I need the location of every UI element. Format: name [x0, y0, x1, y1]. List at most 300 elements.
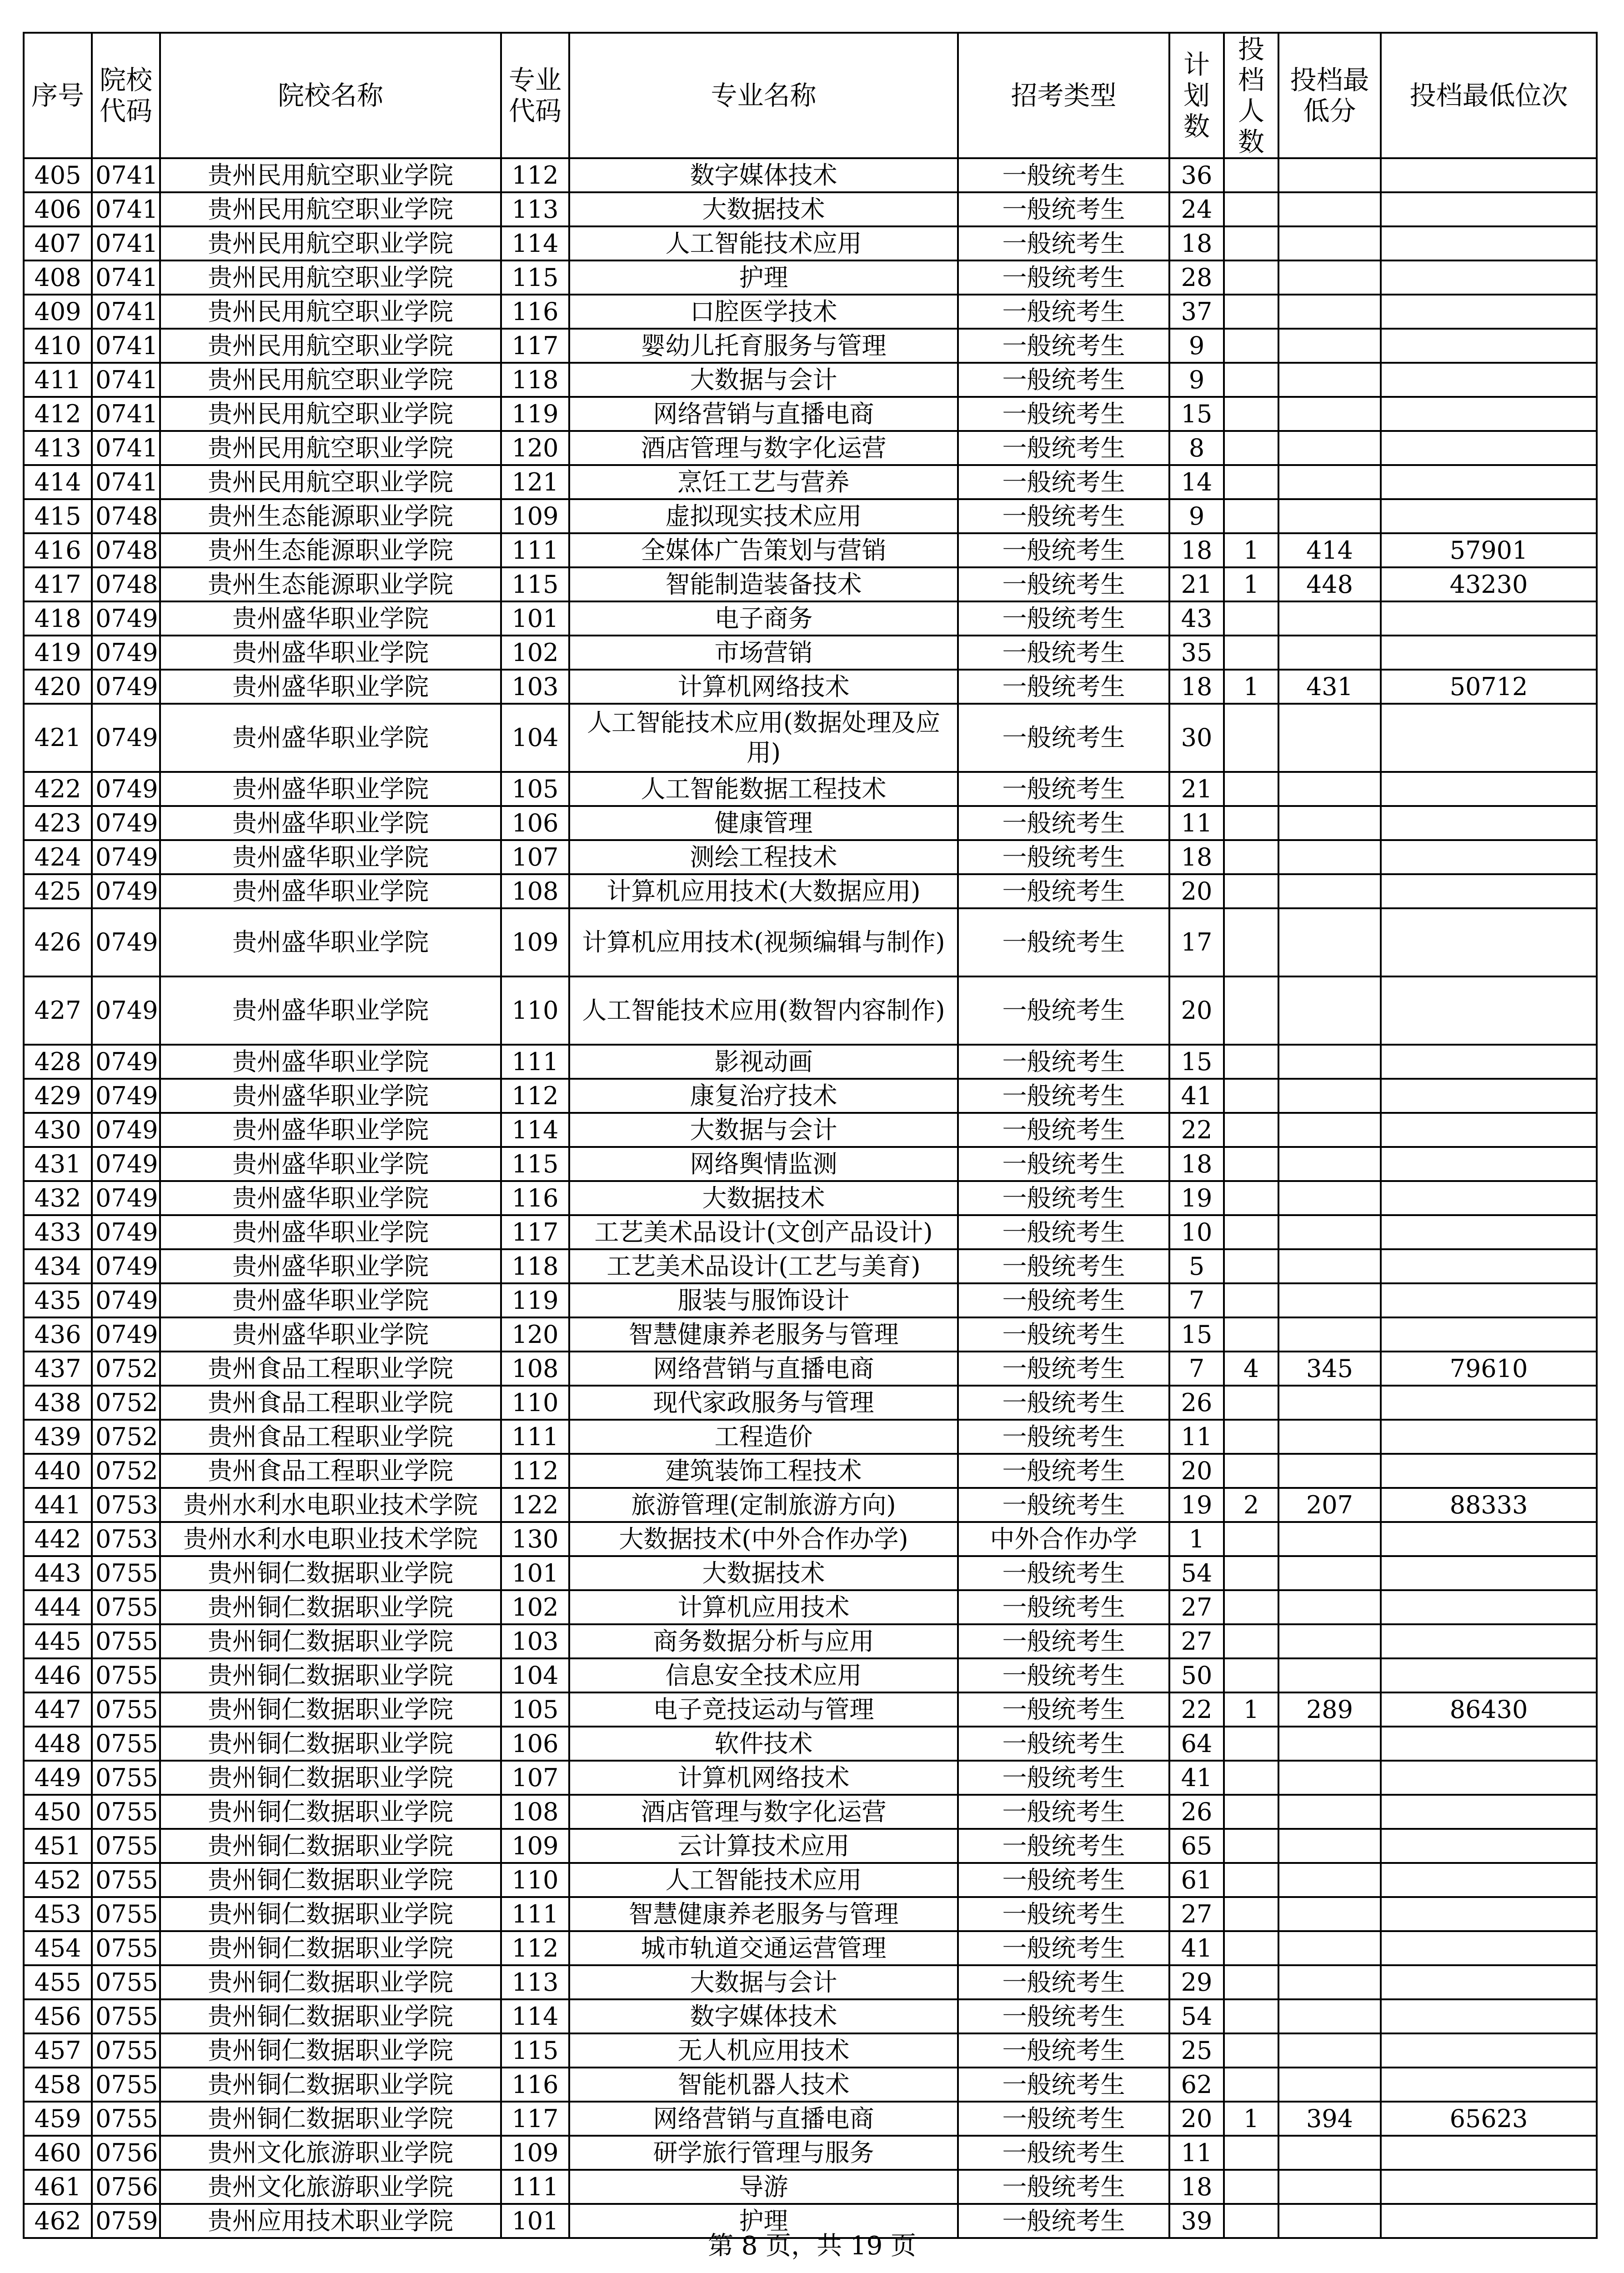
table-row	[24, 1727, 1597, 1761]
cell-exam-type: 一般统考生	[958, 976, 1169, 1045]
cell-min-rank	[1381, 158, 1597, 192]
cell-school-name: 贵州盛华职业学院	[160, 908, 501, 976]
cell-school-name: 贵州民用航空职业学院	[160, 158, 501, 192]
cell-plan-count: 54	[1169, 1556, 1224, 1590]
cell-min-rank	[1381, 1113, 1597, 1147]
cell-min-rank	[1381, 840, 1597, 874]
cell-min-score	[1278, 158, 1381, 192]
cell-plan-count: 18	[1169, 533, 1224, 567]
cell-school-code: 0752	[92, 1420, 160, 1454]
table-row	[24, 192, 1597, 226]
cell-min-score	[1278, 1999, 1381, 2033]
cell-index: 438	[24, 1386, 92, 1420]
cell-plan-count: 20	[1169, 874, 1224, 908]
cell-min-score	[1278, 1556, 1381, 1590]
cell-plan-count: 14	[1169, 465, 1224, 499]
cell-exam-type: 一般统考生	[958, 1692, 1169, 1727]
cell-min-score	[1278, 1113, 1381, 1147]
cell-index: 425	[24, 874, 92, 908]
cell-plan-count: 39	[1169, 2204, 1224, 2238]
table-row	[24, 158, 1597, 192]
cell-school-code: 0749	[92, 1147, 160, 1181]
cell-major-name: 服装与服饰设计	[569, 1283, 958, 1317]
cell-major-code: 109	[501, 499, 569, 533]
cell-plan-count: 64	[1169, 1727, 1224, 1761]
table-row	[24, 601, 1597, 636]
cell-school-code: 0749	[92, 806, 160, 840]
cell-min-score	[1278, 1761, 1381, 1795]
cell-admit-count	[1224, 1386, 1278, 1420]
cell-index: 413	[24, 431, 92, 465]
cell-plan-count: 41	[1169, 1931, 1224, 1965]
cell-major-name: 计算机应用技术(大数据应用)	[569, 874, 958, 908]
table-row	[24, 840, 1597, 874]
cell-school-name: 贵州铜仁数据职业学院	[160, 1829, 501, 1863]
cell-exam-type: 一般统考生	[958, 1999, 1169, 2033]
cell-exam-type: 一般统考生	[958, 158, 1169, 192]
cell-major-code: 120	[501, 431, 569, 465]
cell-admit-count	[1224, 1215, 1278, 1249]
cell-exam-type: 一般统考生	[958, 397, 1169, 431]
cell-min-score	[1278, 1829, 1381, 1863]
cell-admit-count	[1224, 1113, 1278, 1147]
cell-admit-count	[1224, 806, 1278, 840]
cell-index: 449	[24, 1761, 92, 1795]
cell-index: 437	[24, 1352, 92, 1386]
cell-min-rank	[1381, 192, 1597, 226]
cell-index: 450	[24, 1795, 92, 1829]
cell-min-rank	[1381, 874, 1597, 908]
table-row	[24, 772, 1597, 806]
cell-major-code: 109	[501, 2136, 569, 2170]
cell-school-name: 贵州盛华职业学院	[160, 1283, 501, 1317]
cell-plan-count: 21	[1169, 772, 1224, 806]
table-row	[24, 1829, 1597, 1863]
table-row	[24, 2136, 1597, 2170]
header-admit-count: 投档人数	[1224, 33, 1278, 158]
cell-index: 408	[24, 260, 92, 295]
cell-major-code: 118	[501, 1249, 569, 1283]
cell-admit-count: 1	[1224, 567, 1278, 601]
cell-major-name: 影视动画	[569, 1045, 958, 1079]
cell-min-score	[1278, 2136, 1381, 2170]
cell-exam-type: 一般统考生	[958, 2136, 1169, 2170]
cell-exam-type: 一般统考生	[958, 533, 1169, 567]
cell-school-name: 贵州民用航空职业学院	[160, 329, 501, 363]
cell-major-code: 117	[501, 329, 569, 363]
cell-school-code: 0752	[92, 1352, 160, 1386]
cell-index: 462	[24, 2204, 92, 2238]
cell-admit-count	[1224, 397, 1278, 431]
cell-plan-count: 1	[1169, 1522, 1224, 1556]
table-row	[24, 533, 1597, 567]
cell-school-code: 0755	[92, 1727, 160, 1761]
cell-index: 426	[24, 908, 92, 976]
cell-min-rank	[1381, 295, 1597, 329]
cell-school-name: 贵州生态能源职业学院	[160, 567, 501, 601]
cell-school-name: 贵州盛华职业学院	[160, 1249, 501, 1283]
cell-school-name: 贵州食品工程职业学院	[160, 1454, 501, 1488]
cell-admit-count	[1224, 1795, 1278, 1829]
cell-exam-type: 一般统考生	[958, 260, 1169, 295]
cell-school-name: 贵州民用航空职业学院	[160, 397, 501, 431]
cell-min-rank	[1381, 1727, 1597, 1761]
cell-plan-count: 28	[1169, 260, 1224, 295]
cell-major-name: 大数据技术	[569, 192, 958, 226]
cell-exam-type: 一般统考生	[958, 704, 1169, 772]
cell-school-code: 0749	[92, 772, 160, 806]
cell-major-name: 数字媒体技术	[569, 1999, 958, 2033]
cell-major-name: 烹饪工艺与营养	[569, 465, 958, 499]
table-row	[24, 329, 1597, 363]
cell-school-code: 0755	[92, 1658, 160, 1692]
table-row	[24, 363, 1597, 397]
cell-min-rank	[1381, 2033, 1597, 2068]
header-row	[24, 33, 1597, 158]
cell-school-name: 贵州盛华职业学院	[160, 976, 501, 1045]
table-row	[24, 1283, 1597, 1317]
cell-major-code: 105	[501, 772, 569, 806]
cell-admit-count	[1224, 1590, 1278, 1624]
cell-index: 456	[24, 1999, 92, 2033]
cell-min-score	[1278, 1727, 1381, 1761]
cell-school-code: 0749	[92, 1181, 160, 1215]
cell-school-name: 贵州食品工程职业学院	[160, 1386, 501, 1420]
cell-min-rank	[1381, 1624, 1597, 1658]
cell-index: 434	[24, 1249, 92, 1283]
cell-school-name: 贵州盛华职业学院	[160, 1079, 501, 1113]
cell-min-score	[1278, 1079, 1381, 1113]
cell-index: 417	[24, 567, 92, 601]
cell-exam-type: 一般统考生	[958, 1556, 1169, 1590]
cell-school-name: 贵州铜仁数据职业学院	[160, 1999, 501, 2033]
cell-exam-type: 一般统考生	[958, 1931, 1169, 1965]
cell-min-rank	[1381, 1556, 1597, 1590]
cell-school-code: 0755	[92, 1761, 160, 1795]
cell-school-name: 贵州铜仁数据职业学院	[160, 1727, 501, 1761]
cell-admit-count	[1224, 499, 1278, 533]
table-row	[24, 1761, 1597, 1795]
cell-school-code: 0749	[92, 840, 160, 874]
cell-major-name: 计算机应用技术	[569, 1590, 958, 1624]
cell-major-name: 城市轨道交通运营管理	[569, 1931, 958, 1965]
table-row	[24, 1045, 1597, 1079]
cell-major-code: 105	[501, 1692, 569, 1727]
cell-school-name: 贵州生态能源职业学院	[160, 533, 501, 567]
cell-exam-type: 一般统考生	[958, 1283, 1169, 1317]
cell-school-code: 0749	[92, 636, 160, 670]
cell-min-score: 345	[1278, 1352, 1381, 1386]
cell-plan-count: 9	[1169, 329, 1224, 363]
cell-plan-count: 17	[1169, 908, 1224, 976]
table-row	[24, 1352, 1597, 1386]
cell-major-code: 101	[501, 2204, 569, 2238]
cell-school-name: 贵州民用航空职业学院	[160, 431, 501, 465]
cell-major-code: 109	[501, 1829, 569, 1863]
cell-major-name: 无人机应用技术	[569, 2033, 958, 2068]
cell-exam-type: 一般统考生	[958, 2204, 1169, 2238]
cell-min-rank	[1381, 704, 1597, 772]
cell-school-code: 0755	[92, 1829, 160, 1863]
cell-min-score	[1278, 1454, 1381, 1488]
cell-school-code: 0741	[92, 226, 160, 260]
cell-school-code: 0741	[92, 431, 160, 465]
cell-admit-count	[1224, 1522, 1278, 1556]
cell-major-code: 115	[501, 567, 569, 601]
table-row	[24, 1999, 1597, 2033]
cell-index: 453	[24, 1897, 92, 1931]
cell-min-score	[1278, 1386, 1381, 1420]
cell-exam-type: 一般统考生	[958, 465, 1169, 499]
cell-admit-count	[1224, 1420, 1278, 1454]
cell-index: 419	[24, 636, 92, 670]
cell-min-rank	[1381, 2136, 1597, 2170]
cell-index: 405	[24, 158, 92, 192]
cell-min-score	[1278, 1045, 1381, 1079]
cell-school-code: 0741	[92, 192, 160, 226]
cell-min-rank	[1381, 431, 1597, 465]
cell-school-code: 0741	[92, 260, 160, 295]
cell-school-code: 0749	[92, 1045, 160, 1079]
table-row	[24, 397, 1597, 431]
cell-admit-count	[1224, 465, 1278, 499]
cell-index: 440	[24, 1454, 92, 1488]
cell-exam-type: 一般统考生	[958, 226, 1169, 260]
cell-min-rank: 57901	[1381, 533, 1597, 567]
cell-admit-count	[1224, 1965, 1278, 1999]
cell-school-code: 0755	[92, 2068, 160, 2102]
table-row	[24, 1454, 1597, 1488]
cell-exam-type: 一般统考生	[958, 567, 1169, 601]
cell-min-score	[1278, 1897, 1381, 1931]
cell-exam-type: 一般统考生	[958, 1761, 1169, 1795]
cell-admit-count	[1224, 1897, 1278, 1931]
cell-exam-type: 一般统考生	[958, 1317, 1169, 1352]
cell-school-code: 0749	[92, 704, 160, 772]
cell-index: 424	[24, 840, 92, 874]
cell-exam-type: 一般统考生	[958, 670, 1169, 704]
cell-min-rank	[1381, 636, 1597, 670]
cell-plan-count: 35	[1169, 636, 1224, 670]
cell-index: 446	[24, 1658, 92, 1692]
table-row	[24, 1931, 1597, 1965]
table-row	[24, 1965, 1597, 1999]
cell-plan-count: 30	[1169, 704, 1224, 772]
cell-major-name: 酒店管理与数字化运营	[569, 1795, 958, 1829]
cell-index: 458	[24, 2068, 92, 2102]
cell-min-rank: 43230	[1381, 567, 1597, 601]
cell-min-score	[1278, 1522, 1381, 1556]
table-row	[24, 260, 1597, 295]
table-row	[24, 499, 1597, 533]
cell-admit-count	[1224, 704, 1278, 772]
cell-admit-count	[1224, 1079, 1278, 1113]
header-major-code: 专业代码	[501, 33, 569, 158]
cell-admit-count	[1224, 2136, 1278, 2170]
cell-index: 448	[24, 1727, 92, 1761]
cell-school-code: 0741	[92, 363, 160, 397]
cell-min-rank	[1381, 1420, 1597, 1454]
table-row	[24, 636, 1597, 670]
table-row	[24, 1863, 1597, 1897]
cell-min-score	[1278, 840, 1381, 874]
cell-index: 422	[24, 772, 92, 806]
cell-min-score	[1278, 1420, 1381, 1454]
cell-min-rank	[1381, 1965, 1597, 1999]
cell-plan-count: 54	[1169, 1999, 1224, 2033]
cell-plan-count: 11	[1169, 2136, 1224, 2170]
cell-plan-count: 9	[1169, 363, 1224, 397]
cell-index: 421	[24, 704, 92, 772]
cell-major-code: 103	[501, 670, 569, 704]
cell-school-name: 贵州盛华职业学院	[160, 1215, 501, 1249]
cell-admit-count	[1224, 908, 1278, 976]
cell-plan-count: 22	[1169, 1692, 1224, 1727]
table-row	[24, 226, 1597, 260]
cell-major-code: 111	[501, 1420, 569, 1454]
table-row	[24, 1897, 1597, 1931]
cell-major-name: 工艺美术品设计(文创产品设计)	[569, 1215, 958, 1249]
cell-major-name: 电子商务	[569, 601, 958, 636]
cell-index: 429	[24, 1079, 92, 1113]
cell-school-code: 0749	[92, 976, 160, 1045]
cell-min-score	[1278, 465, 1381, 499]
cell-min-rank	[1381, 397, 1597, 431]
cell-major-name: 护理	[569, 2204, 958, 2238]
cell-exam-type: 一般统考生	[958, 1454, 1169, 1488]
cell-major-name: 数字媒体技术	[569, 158, 958, 192]
cell-major-code: 119	[501, 1283, 569, 1317]
cell-admit-count	[1224, 1999, 1278, 2033]
cell-min-rank: 86430	[1381, 1692, 1597, 1727]
cell-school-name: 贵州铜仁数据职业学院	[160, 1965, 501, 1999]
cell-school-code: 0749	[92, 874, 160, 908]
cell-admit-count: 4	[1224, 1352, 1278, 1386]
cell-index: 454	[24, 1931, 92, 1965]
cell-school-name: 贵州盛华职业学院	[160, 1181, 501, 1215]
cell-school-name: 贵州盛华职业学院	[160, 772, 501, 806]
cell-major-code: 116	[501, 1181, 569, 1215]
cell-major-name: 人工智能技术应用	[569, 1863, 958, 1897]
cell-school-name: 贵州应用技术职业学院	[160, 2204, 501, 2238]
cell-min-rank	[1381, 1897, 1597, 1931]
cell-exam-type: 一般统考生	[958, 1795, 1169, 1829]
cell-min-rank	[1381, 329, 1597, 363]
cell-major-code: 115	[501, 1147, 569, 1181]
cell-index: 439	[24, 1420, 92, 1454]
table-row	[24, 1079, 1597, 1113]
cell-index: 461	[24, 2170, 92, 2204]
cell-min-score	[1278, 1317, 1381, 1352]
cell-min-score	[1278, 772, 1381, 806]
cell-school-code: 0756	[92, 2170, 160, 2204]
cell-min-score	[1278, 1624, 1381, 1658]
cell-plan-count: 19	[1169, 1488, 1224, 1522]
cell-exam-type: 一般统考生	[958, 329, 1169, 363]
cell-admit-count	[1224, 363, 1278, 397]
cell-min-score: 448	[1278, 567, 1381, 601]
cell-school-name: 贵州盛华职业学院	[160, 1147, 501, 1181]
cell-index: 451	[24, 1829, 92, 1863]
table-row	[24, 1215, 1597, 1249]
cell-school-code: 0749	[92, 908, 160, 976]
cell-school-code: 0753	[92, 1488, 160, 1522]
cell-min-rank	[1381, 1181, 1597, 1215]
cell-index: 447	[24, 1692, 92, 1727]
cell-major-name: 现代家政服务与管理	[569, 1386, 958, 1420]
cell-school-code: 0749	[92, 670, 160, 704]
cell-major-code: 130	[501, 1522, 569, 1556]
cell-major-name: 测绘工程技术	[569, 840, 958, 874]
cell-exam-type: 一般统考生	[958, 1658, 1169, 1692]
cell-min-rank	[1381, 601, 1597, 636]
cell-min-score	[1278, 976, 1381, 1045]
table-row	[24, 2170, 1597, 2204]
cell-major-code: 104	[501, 1658, 569, 1692]
table-row	[24, 704, 1597, 772]
cell-school-code: 0755	[92, 1863, 160, 1897]
cell-min-score	[1278, 2033, 1381, 2068]
cell-school-name: 贵州水利水电职业技术学院	[160, 1488, 501, 1522]
cell-admit-count	[1224, 329, 1278, 363]
table-row	[24, 1590, 1597, 1624]
cell-min-rank	[1381, 1931, 1597, 1965]
table-row	[24, 1624, 1597, 1658]
cell-school-code: 0749	[92, 1249, 160, 1283]
cell-major-code: 107	[501, 1761, 569, 1795]
cell-major-code: 110	[501, 1386, 569, 1420]
cell-index: 428	[24, 1045, 92, 1079]
cell-school-name: 贵州铜仁数据职业学院	[160, 2102, 501, 2136]
cell-plan-count: 7	[1169, 1283, 1224, 1317]
cell-plan-count: 43	[1169, 601, 1224, 636]
cell-plan-count: 7	[1169, 1352, 1224, 1386]
cell-admit-count	[1224, 636, 1278, 670]
cell-exam-type: 一般统考生	[958, 192, 1169, 226]
cell-major-code: 117	[501, 1215, 569, 1249]
cell-min-score	[1278, 2170, 1381, 2204]
cell-min-rank	[1381, 772, 1597, 806]
cell-admit-count: 1	[1224, 670, 1278, 704]
cell-min-rank	[1381, 1590, 1597, 1624]
table-row	[24, 1522, 1597, 1556]
cell-min-rank	[1381, 499, 1597, 533]
cell-major-code: 108	[501, 874, 569, 908]
cell-admit-count	[1224, 260, 1278, 295]
cell-major-code: 118	[501, 363, 569, 397]
table-row	[24, 670, 1597, 704]
cell-exam-type: 一般统考生	[958, 2102, 1169, 2136]
cell-plan-count: 21	[1169, 567, 1224, 601]
cell-index: 427	[24, 976, 92, 1045]
cell-major-code: 114	[501, 1113, 569, 1147]
cell-exam-type: 一般统考生	[958, 1624, 1169, 1658]
cell-major-name: 护理	[569, 260, 958, 295]
cell-major-name: 云计算技术应用	[569, 1829, 958, 1863]
cell-school-name: 贵州盛华职业学院	[160, 1045, 501, 1079]
cell-major-code: 119	[501, 397, 569, 431]
cell-min-rank	[1381, 2068, 1597, 2102]
cell-index: 436	[24, 1317, 92, 1352]
cell-major-code: 108	[501, 1352, 569, 1386]
cell-admit-count	[1224, 976, 1278, 1045]
table-row	[24, 1113, 1597, 1147]
table-row	[24, 2033, 1597, 2068]
table-row	[24, 567, 1597, 601]
cell-school-code: 0748	[92, 533, 160, 567]
cell-index: 430	[24, 1113, 92, 1147]
cell-exam-type: 一般统考生	[958, 1386, 1169, 1420]
